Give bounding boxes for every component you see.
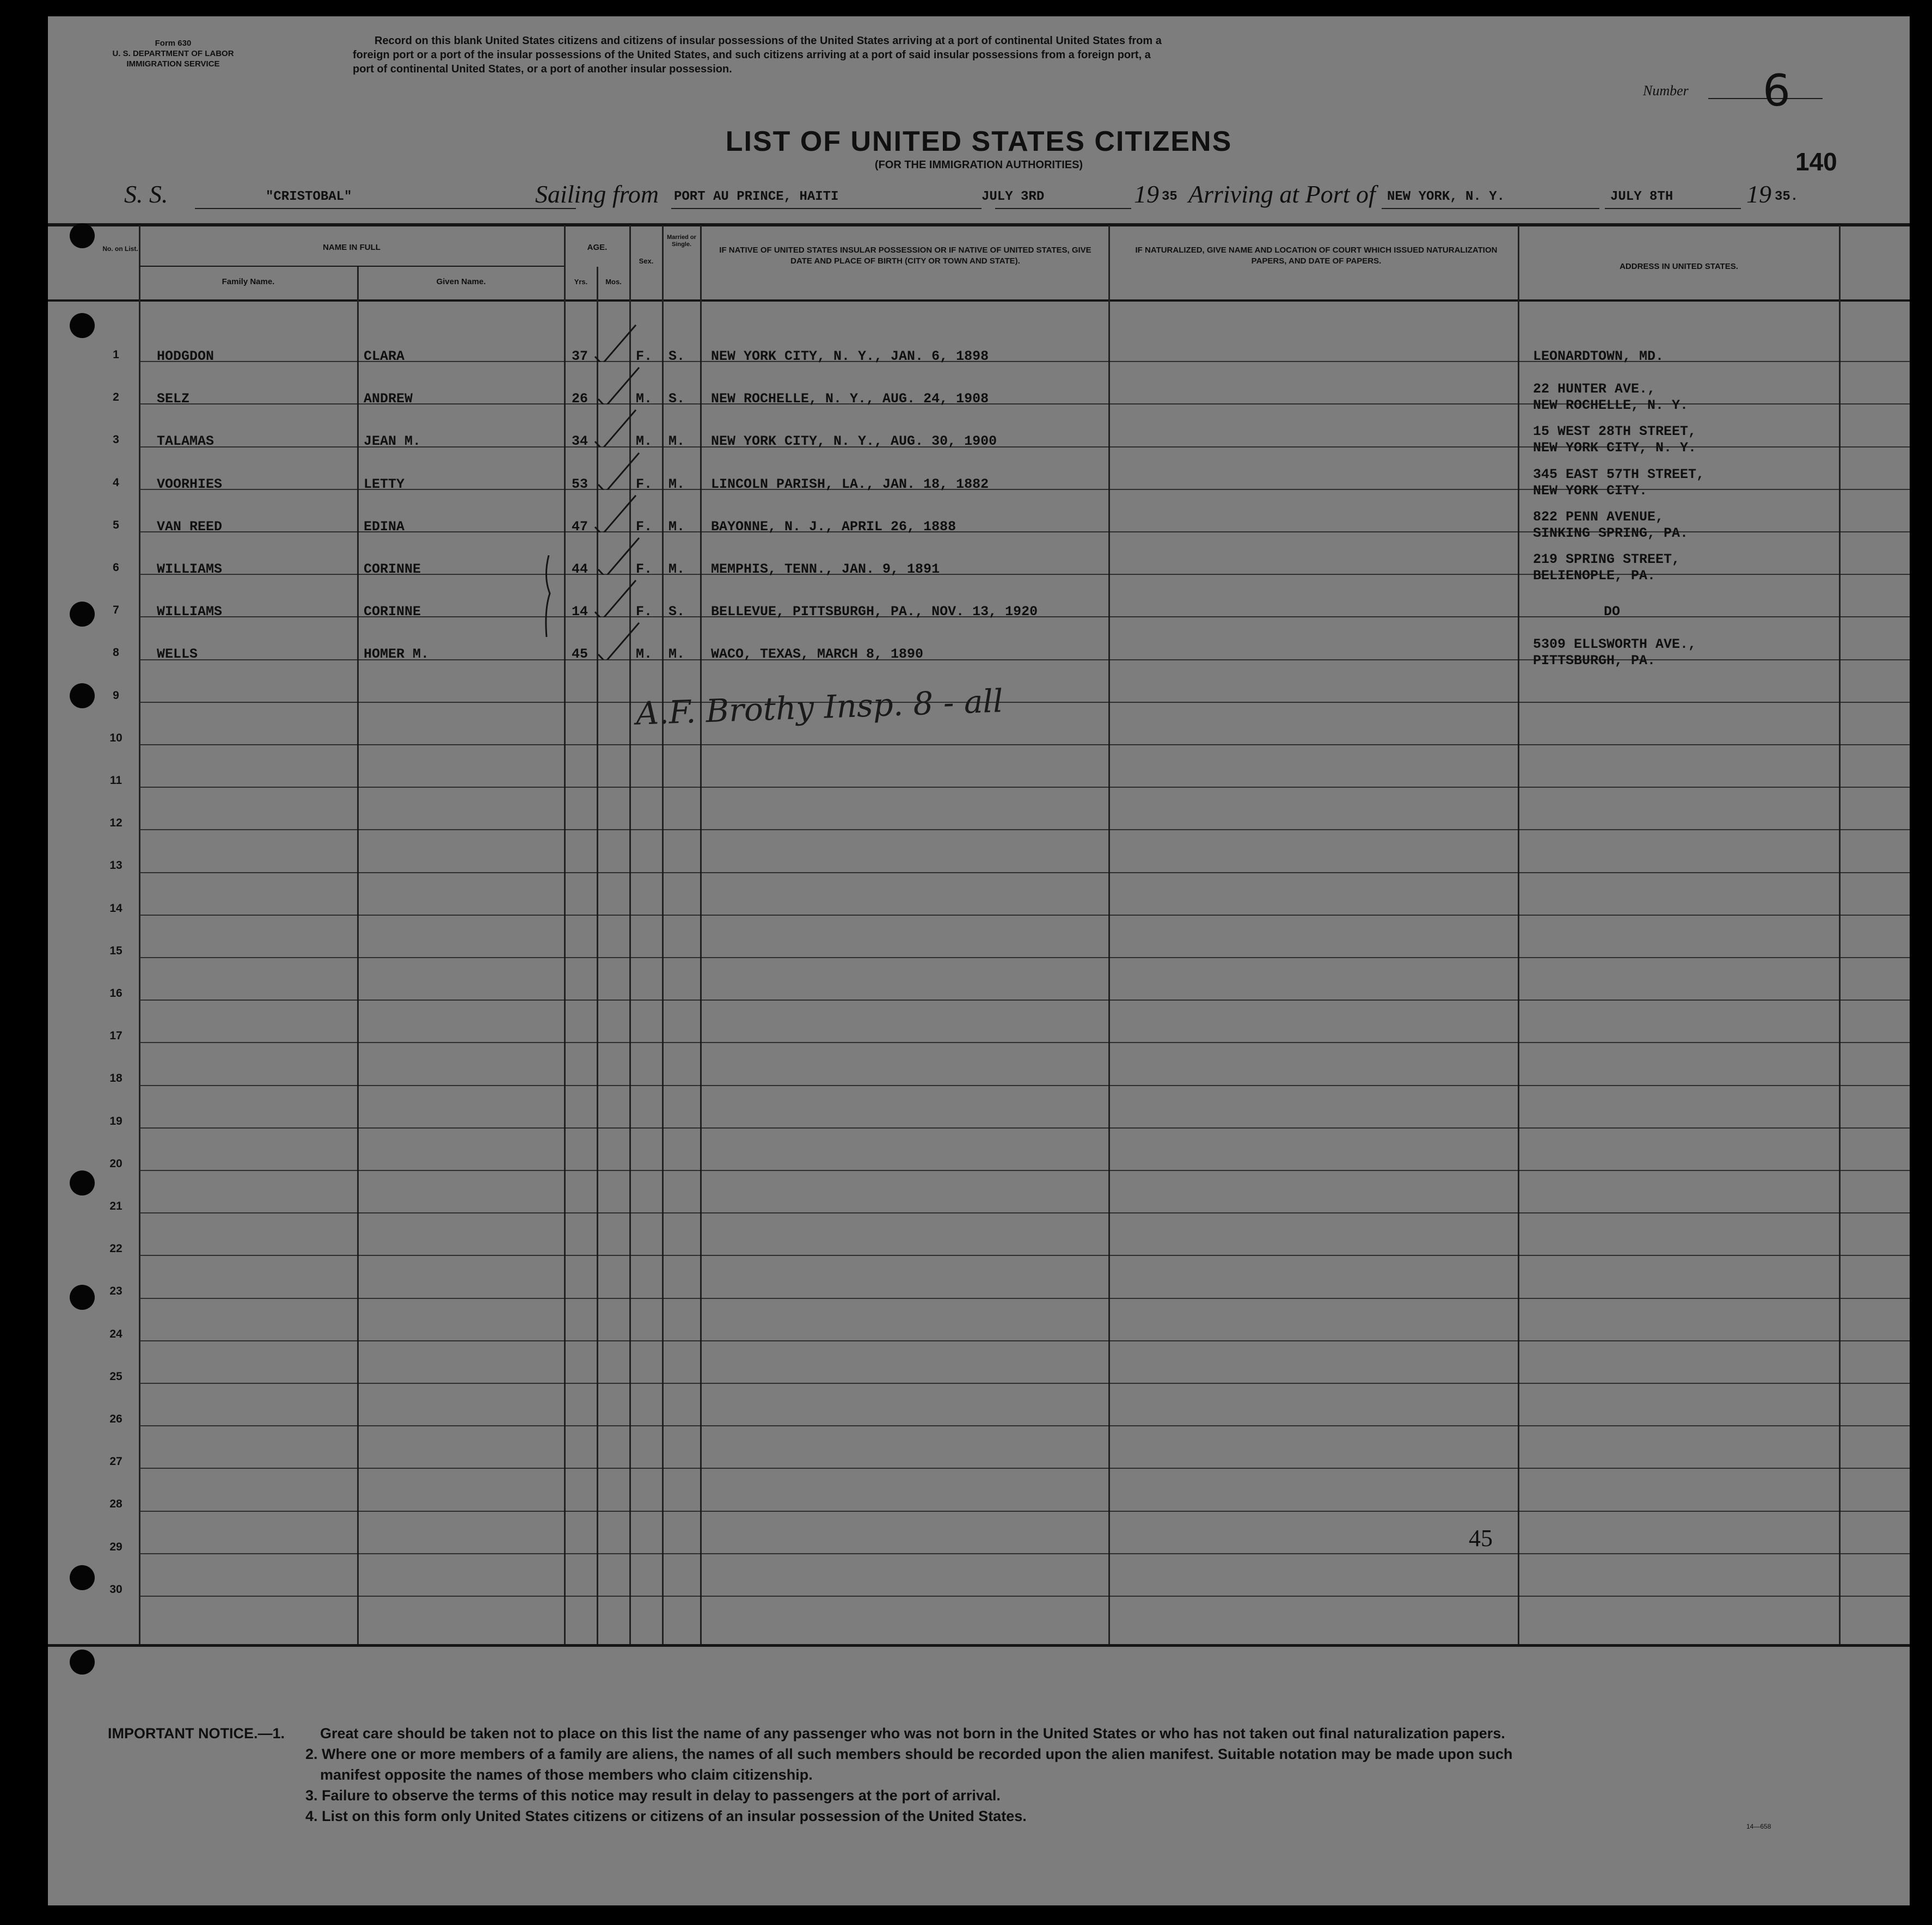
form-identification xyxy=(86,38,260,69)
row-number: 11 xyxy=(109,774,122,787)
age-years: 37 xyxy=(572,348,588,364)
row-number: 29 xyxy=(109,1540,122,1553)
row-rule xyxy=(140,1298,1910,1299)
name-header-rule xyxy=(139,266,564,267)
row-number: 15 xyxy=(109,944,122,957)
row-number: 26 xyxy=(109,1413,122,1425)
given-name: CLARA xyxy=(364,348,405,364)
row-number: 9 xyxy=(113,689,119,702)
col-name-in-full: NAME IN FULL xyxy=(323,243,381,252)
tally-number: 45 xyxy=(1469,1525,1493,1552)
sail-date: JULY 3RD xyxy=(982,189,1045,204)
family-name: WILLIAMS xyxy=(157,561,223,577)
row-rule xyxy=(140,702,1910,703)
us-address xyxy=(1533,551,1680,584)
row-number: 7 xyxy=(113,604,119,617)
address-line: 345 EAST 57TH STREET, xyxy=(1533,466,1705,482)
sex-value: M. xyxy=(636,433,653,450)
notice-item: 4. List on this form only United States citizens or citizens of an insular possession of the United States. xyxy=(305,1808,1027,1824)
address-line: DO xyxy=(1604,604,1621,620)
row-rule xyxy=(140,829,1910,830)
form-number: Form 630 xyxy=(155,39,192,48)
row-rule xyxy=(140,787,1910,788)
age-years: 53 xyxy=(572,476,588,492)
birth-place-date: LINCOLN PARISH, LA., JAN. 18, 1882 xyxy=(711,476,989,492)
row-rule xyxy=(140,1383,1910,1384)
row-rule xyxy=(140,957,1910,958)
col-rule xyxy=(662,225,664,1644)
given-name: EDINA xyxy=(364,518,405,535)
ship-name: "CRISTOBAL" xyxy=(266,189,352,204)
row-rule xyxy=(140,744,1910,745)
age-years: 14 xyxy=(572,604,588,620)
col-mos: Mos. xyxy=(605,278,622,286)
notice-item: 2. Where one or more members of a family are aliens, the names of all such members should be recorded upon the alien manifest. Suitable notation may be made upon such xyxy=(305,1746,1513,1762)
intro-line: port of continental United States, or a port of another insular possession. xyxy=(353,63,732,75)
us-address xyxy=(1533,636,1696,669)
address-line: NEW YORK CITY, N. Y. xyxy=(1533,440,1697,456)
family-name: HODGDON xyxy=(157,348,214,364)
us-address xyxy=(1533,348,1664,365)
row-number: 10 xyxy=(109,731,122,744)
check-mark xyxy=(596,366,645,404)
sex-value: M. xyxy=(636,646,653,663)
sex-value: M. xyxy=(636,391,653,407)
row-number: 6 xyxy=(113,561,119,574)
notice-item: manifest opposite the names of those members who claim citizenship. xyxy=(320,1767,813,1783)
address-line: 219 SPRING STREET, xyxy=(1533,551,1680,567)
sail-year-prefix: 19 xyxy=(1134,180,1159,208)
address-line: SINKING SPRING, PA. xyxy=(1533,525,1689,541)
row-rule xyxy=(140,1255,1910,1256)
col-rule xyxy=(1108,225,1110,1644)
col-given-name: Given Name. xyxy=(436,277,486,286)
arrive-year: 35. xyxy=(1775,189,1799,204)
row-rule xyxy=(140,1127,1910,1129)
binder-hole xyxy=(70,683,95,708)
col-yrs: Yrs. xyxy=(574,278,588,286)
check-mark xyxy=(596,452,645,490)
check-mark xyxy=(596,537,645,575)
row-number: 2 xyxy=(113,391,119,404)
family-name: WELLS xyxy=(157,646,198,663)
row-rule xyxy=(140,1425,1910,1426)
age-years: 26 xyxy=(572,391,588,407)
row-number: 1 xyxy=(113,348,119,361)
us-address xyxy=(1604,604,1620,620)
col-age: AGE. xyxy=(587,243,608,252)
age-years: 44 xyxy=(572,561,588,577)
address-line: NEW ROCHELLE, N. Y. xyxy=(1533,397,1689,414)
table-bottom-rule xyxy=(48,1644,1910,1647)
row-rule xyxy=(140,1553,1910,1554)
row-number: 12 xyxy=(109,817,122,830)
given-name: HOMER M. xyxy=(364,646,430,663)
birth-place-date: NEW YORK CITY, N. Y., JAN. 6, 1898 xyxy=(711,348,989,364)
sex-value: F. xyxy=(636,561,653,577)
address-line: 15 WEST 28TH STREET, xyxy=(1533,424,1697,440)
row-rule xyxy=(140,1340,1910,1341)
bracket-mark xyxy=(532,555,565,637)
row-rule xyxy=(140,1000,1910,1001)
family-name: VAN REED xyxy=(157,518,223,535)
birth-place-date: BELLEVUE, PITTSBURGH, PA., NOV. 13, 1920 xyxy=(711,604,1038,620)
row-number: 25 xyxy=(109,1370,122,1383)
row-number: 28 xyxy=(109,1498,122,1511)
page-number: 140 xyxy=(1795,148,1837,176)
us-address xyxy=(1533,509,1688,542)
given-name: LETTY xyxy=(364,476,405,492)
row-number: 20 xyxy=(109,1157,122,1170)
binder-hole xyxy=(70,313,95,338)
family-name: SELZ xyxy=(157,391,190,407)
inspector-signature: A.F. Brothy Insp. 8 - all xyxy=(635,682,1004,732)
print-code: 14—658 xyxy=(1746,1823,1771,1830)
row-number: 18 xyxy=(109,1072,122,1085)
check-mark xyxy=(592,494,641,532)
row-number: 23 xyxy=(109,1285,122,1298)
family-name: VOORHIES xyxy=(157,476,223,492)
age-years: 45 xyxy=(572,646,588,663)
ss-label: S. S. xyxy=(124,180,168,208)
check-mark xyxy=(596,622,645,660)
sex-value: F. xyxy=(636,518,653,535)
col-family-name: Family Name. xyxy=(222,277,275,286)
number-label: Number xyxy=(1643,83,1689,99)
col-no: No. on List. xyxy=(102,245,138,253)
marital-status: S. xyxy=(668,391,685,407)
birth-place-date: MEMPHIS, TENN., JAN. 9, 1891 xyxy=(711,561,940,577)
address-line: NEW YORK CITY. xyxy=(1533,482,1648,499)
binder-hole xyxy=(70,602,95,627)
binder-hole xyxy=(70,1650,95,1675)
address-line: 22 HUNTER AVE., xyxy=(1533,381,1656,397)
row-number: 24 xyxy=(109,1327,122,1340)
arriving-label: Arriving at Port of xyxy=(1188,180,1376,208)
row-number: 4 xyxy=(113,476,119,489)
marital-status: M. xyxy=(668,561,685,577)
ship-underline xyxy=(195,208,576,209)
given-name: ANDREW xyxy=(364,391,413,407)
col-rule xyxy=(1839,225,1841,1644)
check-mark xyxy=(592,409,641,447)
table-top-rule xyxy=(48,223,1910,226)
us-address xyxy=(1533,424,1696,456)
col-rule xyxy=(564,225,566,1644)
age-years: 34 xyxy=(572,433,588,450)
marital-status: M. xyxy=(668,646,685,663)
col-rule xyxy=(357,267,359,1644)
notice-lead: IMPORTANT NOTICE.—1. xyxy=(108,1725,285,1742)
binder-hole xyxy=(70,1565,95,1590)
age-years: 47 xyxy=(572,518,588,535)
address-line: BELIENOPLE, PA. xyxy=(1533,568,1656,584)
row-number: 19 xyxy=(109,1114,122,1127)
birth-place-date: NEW ROCHELLE, N. Y., AUG. 24, 1908 xyxy=(711,391,989,407)
arrive-year-prefix: 19 xyxy=(1746,180,1771,208)
arrive-date: JULY 8TH xyxy=(1610,189,1673,204)
address-line: LEONARDTOWN, MD. xyxy=(1533,348,1664,364)
row-number: 14 xyxy=(109,902,122,915)
col-rule xyxy=(139,225,140,1644)
given-name: CORINNE xyxy=(364,561,421,577)
page-title: LIST OF UNITED STATES CITIZENS xyxy=(725,126,1232,157)
col-rule xyxy=(1518,225,1519,1644)
service-name: IMMIGRATION SERVICE xyxy=(126,59,220,69)
sail-year: 35 xyxy=(1162,189,1177,204)
row-number: 22 xyxy=(109,1242,122,1255)
row-number: 21 xyxy=(109,1200,122,1212)
marital-status: M. xyxy=(668,518,685,535)
sex-value: F. xyxy=(636,604,653,620)
row-rule xyxy=(140,1212,1910,1213)
check-mark xyxy=(592,579,641,617)
address-line: 5309 ELLSWORTH AVE., xyxy=(1533,636,1697,653)
header-bottom-rule xyxy=(48,299,1910,302)
binder-hole xyxy=(70,1285,95,1310)
row-rule xyxy=(140,872,1910,873)
intro-line: Record on this blank United States citizens and citizens of insular possessions of the United States arriving at a port of continental United States from a xyxy=(375,35,1162,47)
address-line: PITTSBURGH, PA. xyxy=(1533,653,1656,669)
col-rule xyxy=(700,225,702,1644)
birth-place-date: NEW YORK CITY, N. Y., AUG. 30, 1900 xyxy=(711,433,997,450)
row-rule xyxy=(140,1085,1910,1086)
row-number: 5 xyxy=(113,518,119,531)
marital-status: S. xyxy=(668,604,685,620)
us-address xyxy=(1533,467,1704,499)
row-number: 30 xyxy=(109,1583,122,1596)
family-name: TALAMAS xyxy=(157,433,214,450)
row-rule xyxy=(140,1511,1910,1512)
sail-date-underline xyxy=(995,208,1131,209)
row-number: 27 xyxy=(109,1455,122,1468)
number-value: 6 xyxy=(1763,65,1790,116)
from-port: PORT AU PRINCE, HAITI xyxy=(674,189,839,204)
sex-value: F. xyxy=(636,348,653,364)
row-rule xyxy=(140,915,1910,916)
col-birth: IF NATIVE OF UNITED STATES INSULAR POSSESSION OR IF NATIVE OF UNITED STATES, GIVE DATE AND PLACE OF BIRTH (CITY OR TOWN AND STATE). xyxy=(719,246,1091,266)
row-number: 13 xyxy=(109,859,122,872)
row-rule xyxy=(140,1170,1910,1171)
to-port: NEW YORK, N. Y. xyxy=(1387,189,1505,204)
row-rule xyxy=(140,1042,1910,1043)
address-line: 822 PENN AVENUE, xyxy=(1533,508,1664,525)
row-rule xyxy=(140,1468,1910,1469)
col-address: ADDRESS IN UNITED STATES. xyxy=(1620,262,1738,271)
row-number: 8 xyxy=(113,646,119,659)
row-rule xyxy=(140,1596,1910,1597)
manifest-sheet xyxy=(48,16,1910,1905)
marital-status: S. xyxy=(668,348,685,364)
col-married: Married or Single. xyxy=(667,234,696,248)
from-port-underline xyxy=(671,208,982,209)
notice-item: 3. Failure to observe the terms of this notice may result in delay to passengers at the port of arrival. xyxy=(305,1787,1001,1804)
us-address xyxy=(1533,381,1688,414)
binder-hole xyxy=(70,223,95,248)
intro-line: foreign port or a port of the insular possessions of the United States, and such citizens arriving at a port of said insular possessions from a foreign port, a xyxy=(353,49,1151,61)
marital-status: M. xyxy=(668,476,685,492)
check-mark xyxy=(592,324,641,362)
birth-place-date: WACO, TEXAS, MARCH 8, 1890 xyxy=(711,646,924,663)
birth-place-date: BAYONNE, N. J., APRIL 26, 1888 xyxy=(711,518,956,535)
row-number: 3 xyxy=(113,433,119,446)
notice-item: Great care should be taken not to place on this list the name of any passenger who was not born in the United States or who has not taken out final naturalization papers. xyxy=(320,1725,1505,1742)
arrive-date-underline xyxy=(1605,208,1741,209)
given-name: JEAN M. xyxy=(364,433,421,450)
row-number: 17 xyxy=(109,1029,122,1043)
given-name: CORINNE xyxy=(364,604,421,620)
row-number: 16 xyxy=(109,987,122,1000)
department-name: U. S. DEPARTMENT OF LABOR xyxy=(112,49,234,58)
marital-status: M. xyxy=(668,433,685,450)
sex-value: F. xyxy=(636,476,653,492)
binder-hole xyxy=(70,1170,95,1196)
page-subtitle: (FOR THE IMMIGRATION AUTHORITIES) xyxy=(874,159,1083,171)
family-name: WILLIAMS xyxy=(157,604,223,620)
col-naturalized: IF NATURALIZED, GIVE NAME AND LOCATION OF COURT WHICH ISSUED NATURALIZATION PAPERS, AND DATE OF PAPERS. xyxy=(1135,246,1498,266)
to-port-underline xyxy=(1382,208,1599,209)
sailing-label: Sailing from xyxy=(535,180,659,208)
col-sex: Sex. xyxy=(639,257,654,265)
intro-instructions xyxy=(353,34,1616,76)
